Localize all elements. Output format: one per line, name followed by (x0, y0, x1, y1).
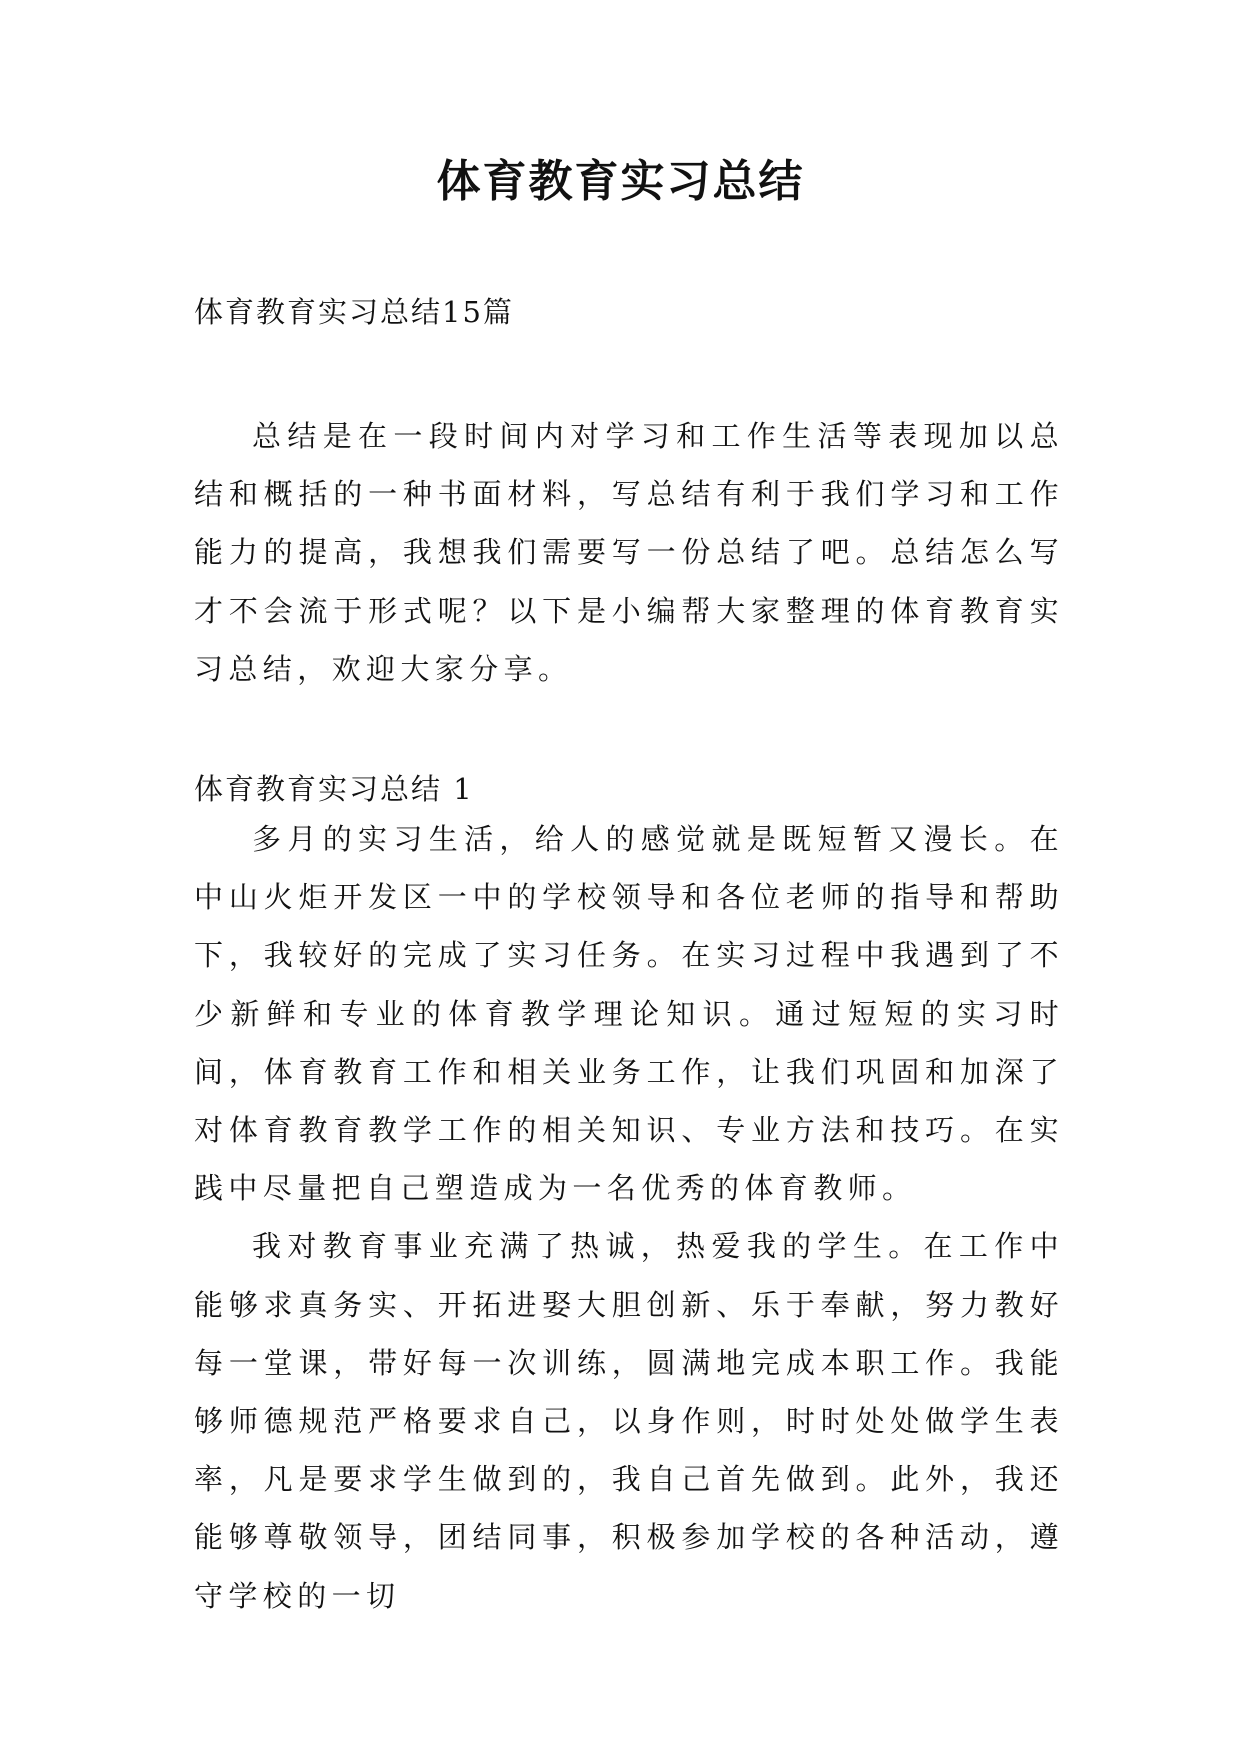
body-paragraph: 多月的实习生活，给人的感觉就是既短暂又漫长。在中山火炬开发区一中的学校领导和各位老师的指导和帮助下，我较好的完成了实习任务。在实习过程中我遇到了不少新鲜和专业的体育教学理论知识。通过短短的实习时间，体育教育工作和相关业务工作，让我们巩固和加深了对体育教育教学工作的相关知识、专业方法和技巧。在实践中尽量把自己塑造成为一名优秀的体育教师。 (194, 822, 1064, 1206)
document-subtitle: 体育教育实习总结15篇 (194, 295, 514, 329)
section-heading: 体育教育实习总结 1 (194, 772, 474, 806)
body-paragraph: 我对教育事业充满了热诚，热爱我的学生。在工作中能够求真务实、开拓进娶大胆创新、乐于奉献，努力教好每一堂课，带好每一次训练，圆满地完成本职工作。我能够师德规范严格要求自己，以身作则，时时处处做学生表率，凡是要求学生做到的，我自己首先做到。此外，我还能够尊敬领导，团结同事，积极参加学校的各种活动，遵守学校的一切 (194, 1229, 1064, 1613)
intro-paragraph: 总结是在一段时间内对学习和工作生活等表现加以总结和概括的一种书面材料，写总结有利于我们学习和工作能力的提高，我想我们需要写一份总结了吧。总结怎么写才不会流于形式呢？以下是小编帮大家整理的体育教育实习总结，欢迎大家分享。 (194, 419, 1064, 686)
intro-block (194, 407, 1064, 698)
document-title: 体育教育实习总结 (436, 156, 805, 207)
section-body (194, 810, 1064, 1625)
